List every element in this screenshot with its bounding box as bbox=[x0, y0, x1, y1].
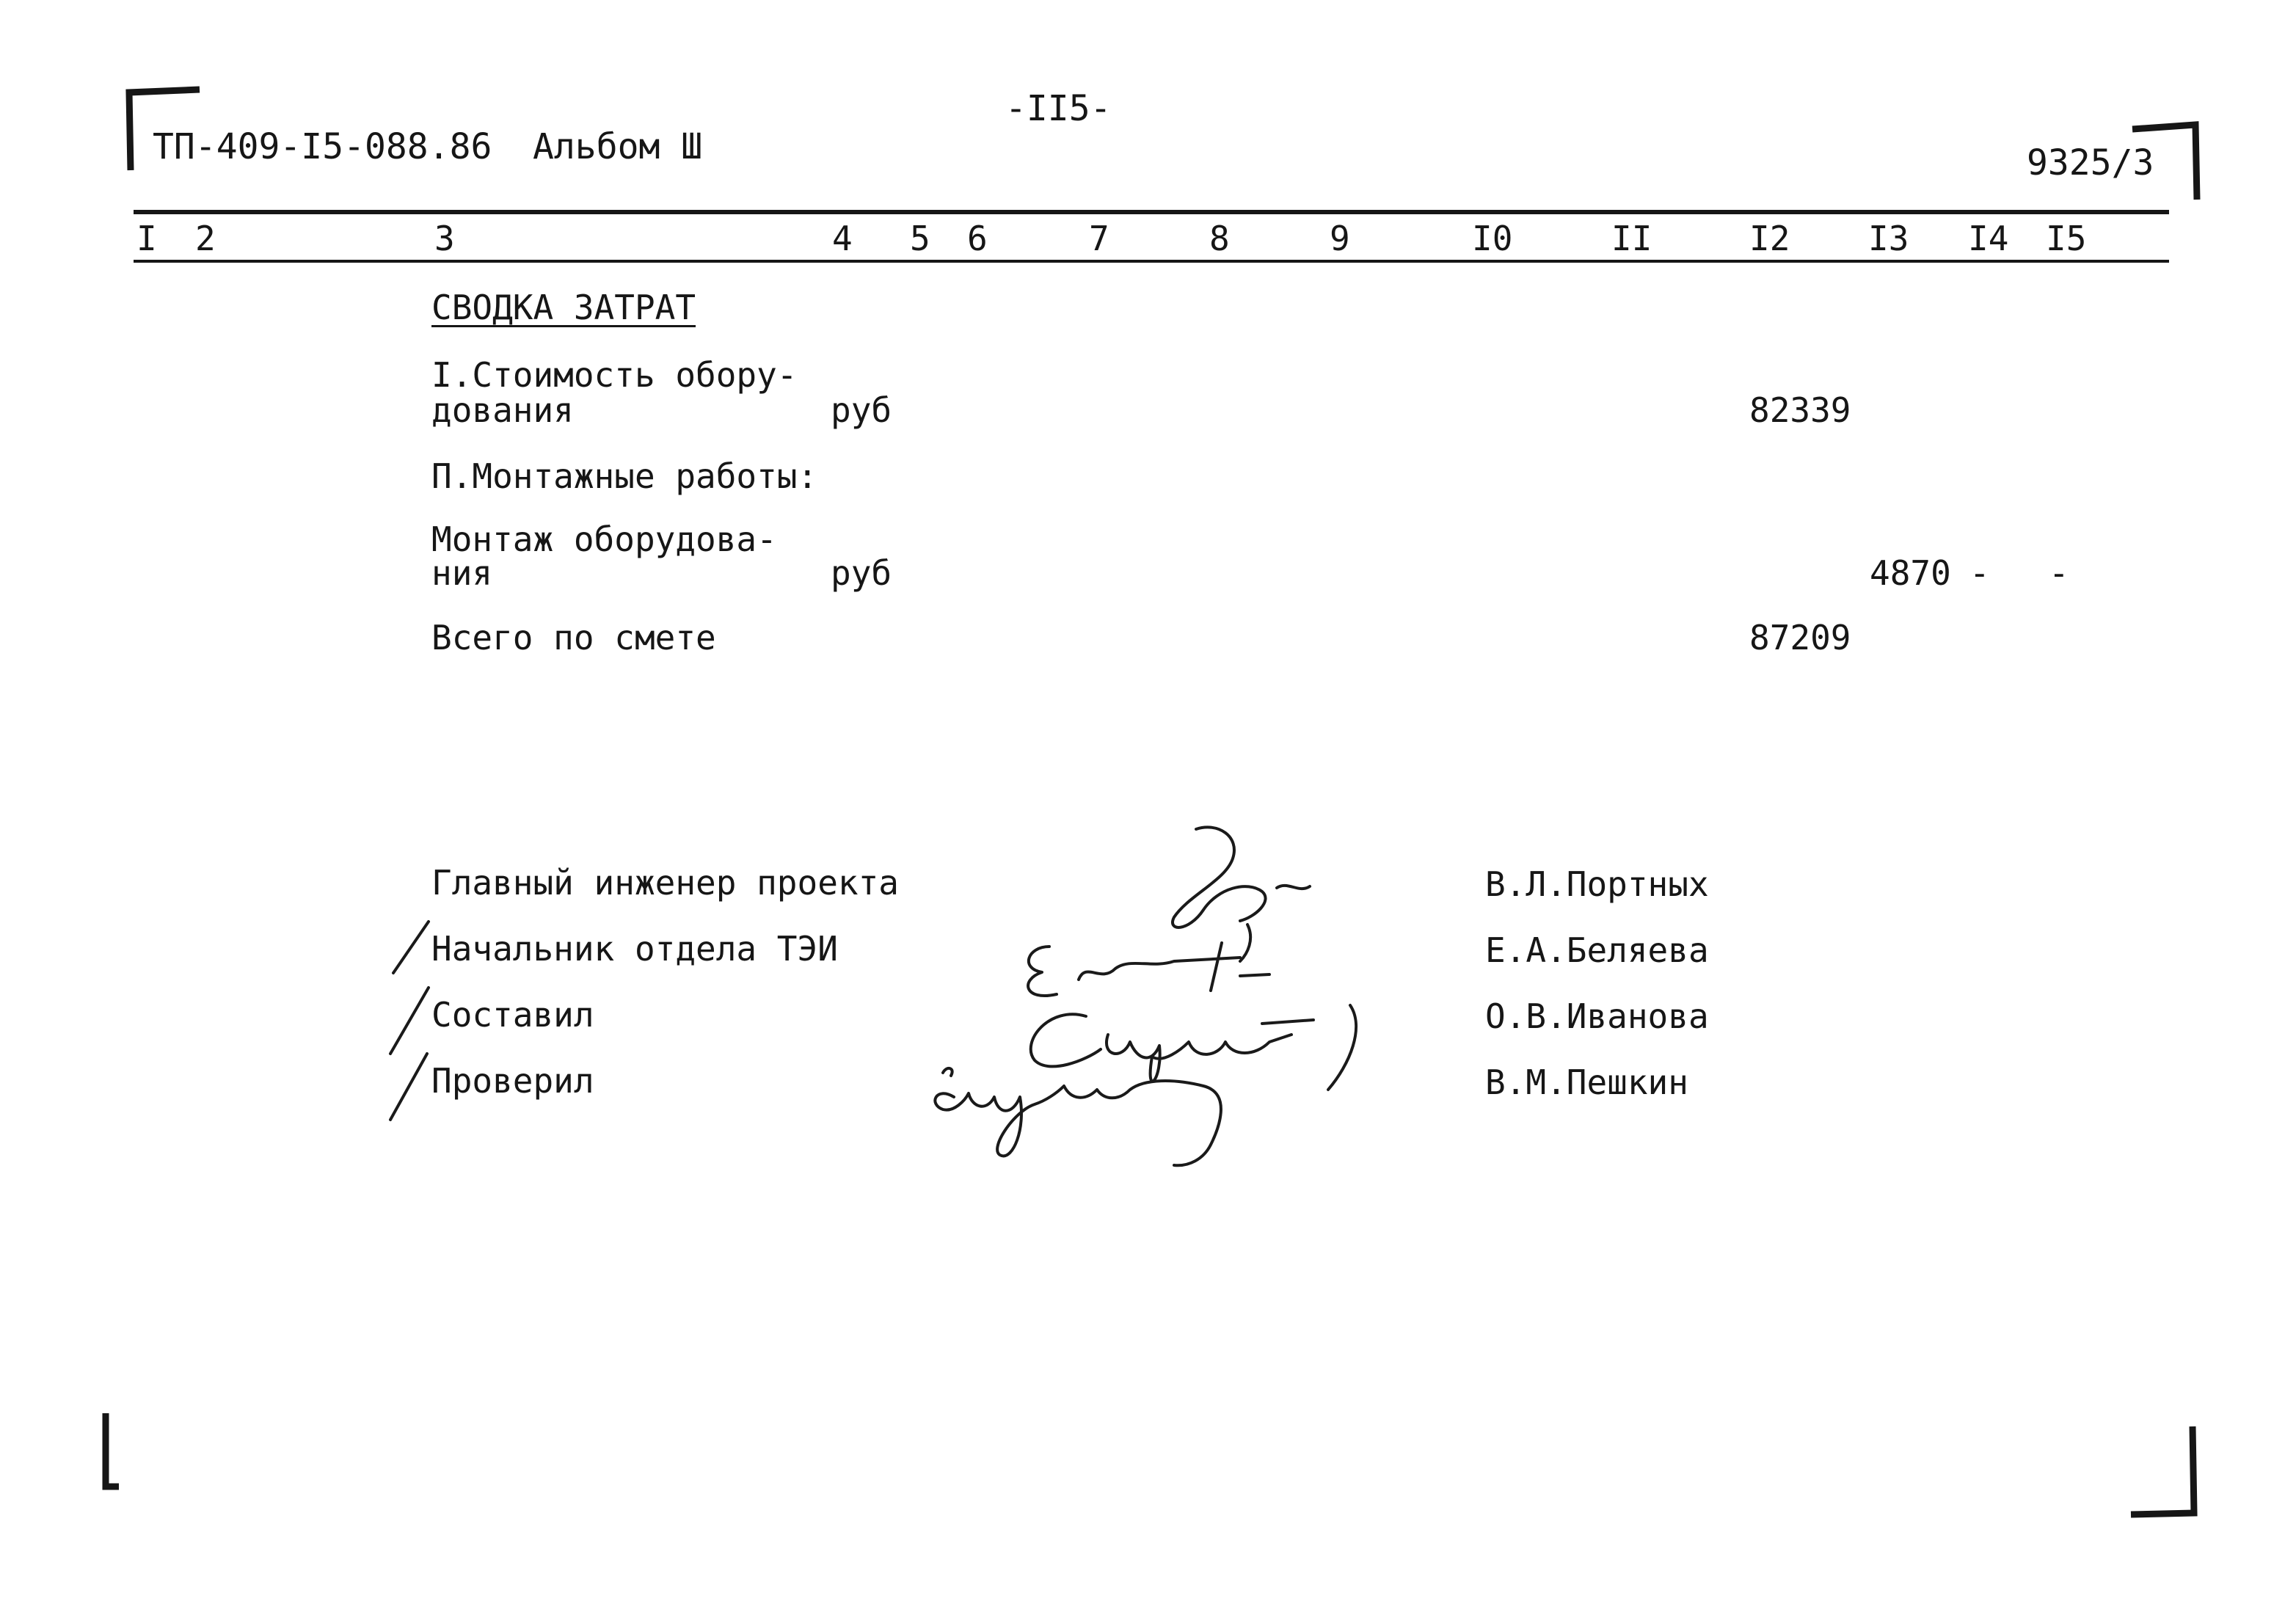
signature-4 bbox=[935, 1068, 1221, 1165]
signature-role: Начальник отдела ТЭИ bbox=[431, 929, 838, 969]
column-number: 8 bbox=[1209, 219, 1230, 258]
check-slash bbox=[390, 988, 429, 1054]
column-number: 2 bbox=[195, 219, 216, 258]
signature-role: Главный инженер проекта bbox=[431, 863, 899, 903]
row-value-col12: 82339 bbox=[1749, 390, 1851, 430]
signature-1 bbox=[1173, 827, 1310, 961]
signature-name: О.В.Иванова bbox=[1485, 996, 1709, 1036]
column-number: I3 bbox=[1868, 219, 1909, 258]
section-label: П.Монтажные работы: bbox=[431, 456, 818, 496]
album-label: Альбом Ш bbox=[533, 126, 703, 167]
column-number: 6 bbox=[967, 219, 988, 258]
column-number: 9 bbox=[1330, 219, 1350, 258]
column-number: 4 bbox=[832, 219, 853, 258]
signature-role: Составил bbox=[431, 995, 594, 1035]
row-label-line2: дования bbox=[431, 390, 574, 430]
summary-title: СВОДКА ЗАТРАТ bbox=[431, 288, 696, 327]
row-label-line2: ния bbox=[431, 553, 493, 593]
row-label-line1: I.Стоимость обору- bbox=[431, 355, 798, 395]
signature-name: В.М.Пешкин bbox=[1485, 1062, 1688, 1102]
column-number: I5 bbox=[2046, 219, 2087, 258]
check-slash bbox=[390, 1054, 427, 1120]
signature-name: Е.А.Беляева bbox=[1485, 930, 1709, 970]
total-label: Всего по смете bbox=[431, 618, 716, 657]
column-number: I4 bbox=[1968, 219, 2009, 258]
column-number: I bbox=[136, 219, 157, 258]
column-number: 5 bbox=[910, 219, 930, 258]
row-value-col14: - bbox=[1969, 553, 1990, 593]
signature-name: В.Л.Портных bbox=[1485, 864, 1709, 904]
row-unit: руб bbox=[831, 390, 892, 430]
column-number: 7 bbox=[1089, 219, 1109, 258]
column-number: I0 bbox=[1472, 219, 1513, 258]
document-code: ТП-409-I5-088.86 bbox=[153, 126, 492, 167]
check-slash bbox=[393, 922, 429, 973]
signature-role: Проверил bbox=[431, 1061, 594, 1101]
row-value-col13: 4870 bbox=[1870, 553, 1951, 593]
signature-2 bbox=[1028, 943, 1269, 996]
row-value-col15: - bbox=[2049, 553, 2069, 593]
page-number: -II5- bbox=[1005, 88, 1112, 129]
total-value-col12: 87209 bbox=[1749, 618, 1851, 657]
column-number: II bbox=[1611, 219, 1652, 258]
signature-3 bbox=[1031, 1005, 1356, 1090]
row-label-line1: Монтаж оборудова- bbox=[431, 520, 777, 559]
column-number: I2 bbox=[1749, 219, 1790, 258]
column-number: 3 bbox=[434, 219, 455, 258]
sheet-code: 9325/3 bbox=[2027, 142, 2154, 183]
row-unit: руб bbox=[831, 553, 892, 593]
